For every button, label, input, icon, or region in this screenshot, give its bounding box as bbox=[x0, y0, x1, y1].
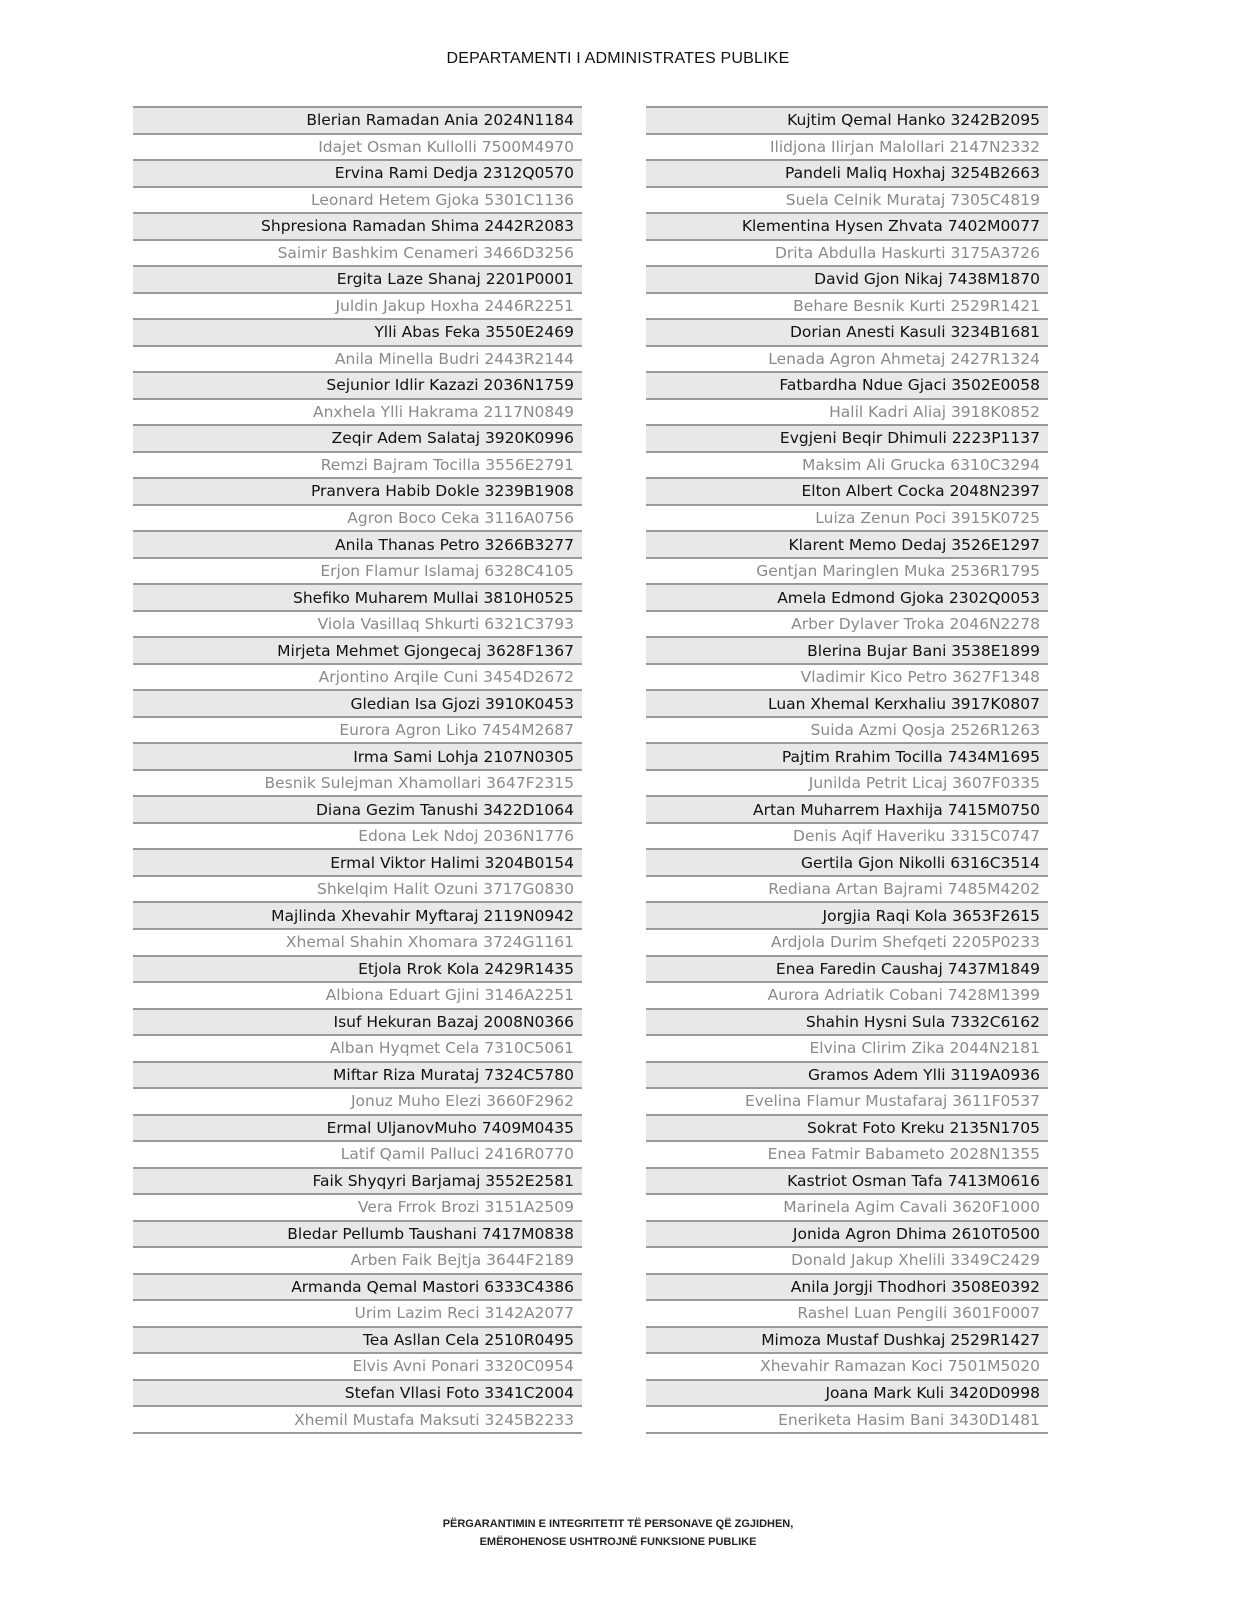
list-item: Drita Abdulla Haskurti 3175A3726 bbox=[646, 239, 1048, 266]
list-item: Artan Muharrem Haxhija 7415M0750 bbox=[646, 795, 1048, 822]
list-bottom-rule bbox=[133, 1432, 582, 1434]
list-item: Jorgjia Raqi Kola 3653F2615 bbox=[646, 901, 1048, 928]
list-item: Arben Faik Bejtja 3644F2189 bbox=[133, 1246, 582, 1273]
list-item: Gramos Adem Ylli 3119A0936 bbox=[646, 1061, 1048, 1088]
list-item: Etjola Rrok Kola 2429R1435 bbox=[133, 955, 582, 982]
list-item: Edona Lek Ndoj 2036N1776 bbox=[133, 822, 582, 849]
list-item: Evgjeni Beqir Dhimuli 2223P1137 bbox=[646, 424, 1048, 451]
list-item: Blerina Bujar Bani 3538E1899 bbox=[646, 636, 1048, 663]
list-item: Saimir Bashkim Cenameri 3466D3256 bbox=[133, 239, 582, 266]
list-item: Ermal Viktor Halimi 3204B0154 bbox=[133, 848, 582, 875]
list-item: Luan Xhemal Kerxhaliu 3917K0807 bbox=[646, 689, 1048, 716]
list-item: Pranvera Habib Dokle 3239B1908 bbox=[133, 477, 582, 504]
list-item: Gentjan Maringlen Muka 2536R1795 bbox=[646, 557, 1048, 584]
list-item: Arjontino Arqile Cuni 3454D2672 bbox=[133, 663, 582, 690]
list-item: Tea Asllan Cela 2510R0495 bbox=[133, 1326, 582, 1353]
list-item: Klementina Hysen Zhvata 7402M0077 bbox=[646, 212, 1048, 239]
list-item: Ilidjona Ilirjan Malollari 2147N2332 bbox=[646, 133, 1048, 160]
list-item: Albiona Eduart Gjini 3146A2251 bbox=[133, 981, 582, 1008]
list-item: Erjon Flamur Islamaj 6328C4105 bbox=[133, 557, 582, 584]
list-item: Juldin Jakup Hoxha 2446R2251 bbox=[133, 292, 582, 319]
list-item: Armanda Qemal Mastori 6333C4386 bbox=[133, 1273, 582, 1300]
list-item: Idajet Osman Kullolli 7500M4970 bbox=[133, 133, 582, 160]
list-item: Elvis Avni Ponari 3320C0954 bbox=[133, 1352, 582, 1379]
list-item: Enea Fatmir Babameto 2028N1355 bbox=[646, 1140, 1048, 1167]
list-item: Elton Albert Cocka 2048N2397 bbox=[646, 477, 1048, 504]
list-item: Miftar Riza Murataj 7324C5780 bbox=[133, 1061, 582, 1088]
list-item: Pajtim Rrahim Tocilla 7434M1695 bbox=[646, 742, 1048, 769]
list-item: Xhevahir Ramazan Koci 7501M5020 bbox=[646, 1352, 1048, 1379]
list-item: Klarent Memo Dedaj 3526E1297 bbox=[646, 530, 1048, 557]
list-item: Urim Lazim Reci 3142A2077 bbox=[133, 1299, 582, 1326]
list-item: Fatbardha Ndue Gjaci 3502E0058 bbox=[646, 371, 1048, 398]
list-item: Bledar Pellumb Taushani 7417M0838 bbox=[133, 1220, 582, 1247]
list-item: Jonida Agron Dhima 2610T0500 bbox=[646, 1220, 1048, 1247]
list-item: Leonard Hetem Gjoka 5301C1136 bbox=[133, 186, 582, 213]
list-item: Joana Mark Kuli 3420D0998 bbox=[646, 1379, 1048, 1406]
list-item: Vladimir Kico Petro 3627F1348 bbox=[646, 663, 1048, 690]
list-item: Kastriot Osman Tafa 7413M0616 bbox=[646, 1167, 1048, 1194]
list-item: Latif Qamil Palluci 2416R0770 bbox=[133, 1140, 582, 1167]
footer-line-2: EMËROHENOSE USHTROJNË FUNKSIONE PUBLIKE bbox=[479, 1536, 757, 1548]
list-item: Majlinda Xhevahir Myftaraj 2119N0942 bbox=[133, 901, 582, 928]
footer-line-1: PËRGARANTIMIN E INTEGRITETIT TË PERSONAVE QË ZGJIDHEN, bbox=[442, 1518, 794, 1530]
list-item: Amela Edmond Gjoka 2302Q0053 bbox=[646, 583, 1048, 610]
list-item: Anila Jorgji Thodhori 3508E0392 bbox=[646, 1273, 1048, 1300]
list-item: Stefan Vllasi Foto 3341C2004 bbox=[133, 1379, 582, 1406]
list-item: Alban Hyqmet Cela 7310C5061 bbox=[133, 1034, 582, 1061]
list-item: Blerian Ramadan Ania 2024N1184 bbox=[133, 106, 582, 133]
list-item: Junilda Petrit Licaj 3607F0335 bbox=[646, 769, 1048, 796]
list-item: Faik Shyqyri Barjamaj 3552E2581 bbox=[133, 1167, 582, 1194]
list-item: Ergita Laze Shanaj 2201P0001 bbox=[133, 265, 582, 292]
list-item: Mimoza Mustaf Dushkaj 2529R1427 bbox=[646, 1326, 1048, 1353]
list-item: Sokrat Foto Kreku 2135N1705 bbox=[646, 1114, 1048, 1141]
list-item: Maksim Ali Grucka 6310C3294 bbox=[646, 451, 1048, 478]
list-item: Anxhela Ylli Hakrama 2117N0849 bbox=[133, 398, 582, 425]
list-item: Donald Jakup Xhelili 3349C2429 bbox=[646, 1246, 1048, 1273]
list-item: Arber Dylaver Troka 2046N2278 bbox=[646, 610, 1048, 637]
list-item: Marinela Agim Cavali 3620F1000 bbox=[646, 1193, 1048, 1220]
list-item: Shefiko Muharem Mullai 3810H0525 bbox=[133, 583, 582, 610]
list-item: Zeqir Adem Salataj 3920K0996 bbox=[133, 424, 582, 451]
list-item: Dorian Anesti Kasuli 3234B1681 bbox=[646, 318, 1048, 345]
list-item: Denis Aqif Haveriku 3315C0747 bbox=[646, 822, 1048, 849]
list-item: Ylli Abas Feka 3550E2469 bbox=[133, 318, 582, 345]
list-item: Ervina Rami Dedja 2312Q0570 bbox=[133, 159, 582, 186]
list-item: Ermal UljanovMuho 7409M0435 bbox=[133, 1114, 582, 1141]
list-item: Shkelqim Halit Ozuni 3717G0830 bbox=[133, 875, 582, 902]
list-item: Besnik Sulejman Xhamollari 3647F2315 bbox=[133, 769, 582, 796]
page-footer bbox=[0, 1515, 1236, 1551]
list-item: Anila Minella Budri 2443R2144 bbox=[133, 345, 582, 372]
list-item: Suela Celnik Murataj 7305C4819 bbox=[646, 186, 1048, 213]
list-item: David Gjon Nikaj 7438M1870 bbox=[646, 265, 1048, 292]
page-title: DEPARTAMENTI I ADMINISTRATES PUBLIKE bbox=[446, 50, 790, 67]
list-item: Suida Azmi Qosja 2526R1263 bbox=[646, 716, 1048, 743]
list-item: Shahin Hysni Sula 7332C6162 bbox=[646, 1008, 1048, 1035]
list-bottom-rule bbox=[646, 1432, 1048, 1434]
list-item: Agron Boco Ceka 3116A0756 bbox=[133, 504, 582, 531]
list-item: Isuf Hekuran Bazaj 2008N0366 bbox=[133, 1008, 582, 1035]
list-item: Remzi Bajram Tocilla 3556E2791 bbox=[133, 451, 582, 478]
list-item: Elvina Clirim Zika 2044N2181 bbox=[646, 1034, 1048, 1061]
list-item: Pandeli Maliq Hoxhaj 3254B2663 bbox=[646, 159, 1048, 186]
left-name-list bbox=[133, 106, 582, 1434]
list-item: Xhemil Mustafa Maksuti 3245B2233 bbox=[133, 1405, 582, 1432]
list-item: Jonuz Muho Elezi 3660F2962 bbox=[133, 1087, 582, 1114]
list-item: Aurora Adriatik Cobani 7428M1399 bbox=[646, 981, 1048, 1008]
list-item: Viola Vasillaq Shkurti 6321C3793 bbox=[133, 610, 582, 637]
list-item: Gledian Isa Gjozi 3910K0453 bbox=[133, 689, 582, 716]
list-item: Mirjeta Mehmet Gjongecaj 3628F1367 bbox=[133, 636, 582, 663]
list-item: Evelina Flamur Mustafaraj 3611F0537 bbox=[646, 1087, 1048, 1114]
list-item: Vera Frrok Brozi 3151A2509 bbox=[133, 1193, 582, 1220]
list-item: Kujtim Qemal Hanko 3242B2095 bbox=[646, 106, 1048, 133]
list-item: Irma Sami Lohja 2107N0305 bbox=[133, 742, 582, 769]
list-item: Anila Thanas Petro 3266B3277 bbox=[133, 530, 582, 557]
list-item: Eneriketa Hasim Bani 3430D1481 bbox=[646, 1405, 1048, 1432]
list-item: Behare Besnik Kurti 2529R1421 bbox=[646, 292, 1048, 319]
list-item: Enea Faredin Caushaj 7437M1849 bbox=[646, 955, 1048, 982]
list-item: Ardjola Durim Shefqeti 2205P0233 bbox=[646, 928, 1048, 955]
list-item: Gertila Gjon Nikolli 6316C3514 bbox=[646, 848, 1048, 875]
list-item: Lenada Agron Ahmetaj 2427R1324 bbox=[646, 345, 1048, 372]
list-item: Diana Gezim Tanushi 3422D1064 bbox=[133, 795, 582, 822]
list-item: Rediana Artan Bajrami 7485M4202 bbox=[646, 875, 1048, 902]
list-item: Luiza Zenun Poci 3915K0725 bbox=[646, 504, 1048, 531]
list-item: Eurora Agron Liko 7454M2687 bbox=[133, 716, 582, 743]
list-item: Xhemal Shahin Xhomara 3724G1161 bbox=[133, 928, 582, 955]
list-item: Shpresiona Ramadan Shima 2442R2083 bbox=[133, 212, 582, 239]
list-item: Sejunior Idlir Kazazi 2036N1759 bbox=[133, 371, 582, 398]
right-name-list bbox=[646, 106, 1048, 1434]
list-item: Halil Kadri Aliaj 3918K0852 bbox=[646, 398, 1048, 425]
list-item: Rashel Luan Pengili 3601F0007 bbox=[646, 1299, 1048, 1326]
